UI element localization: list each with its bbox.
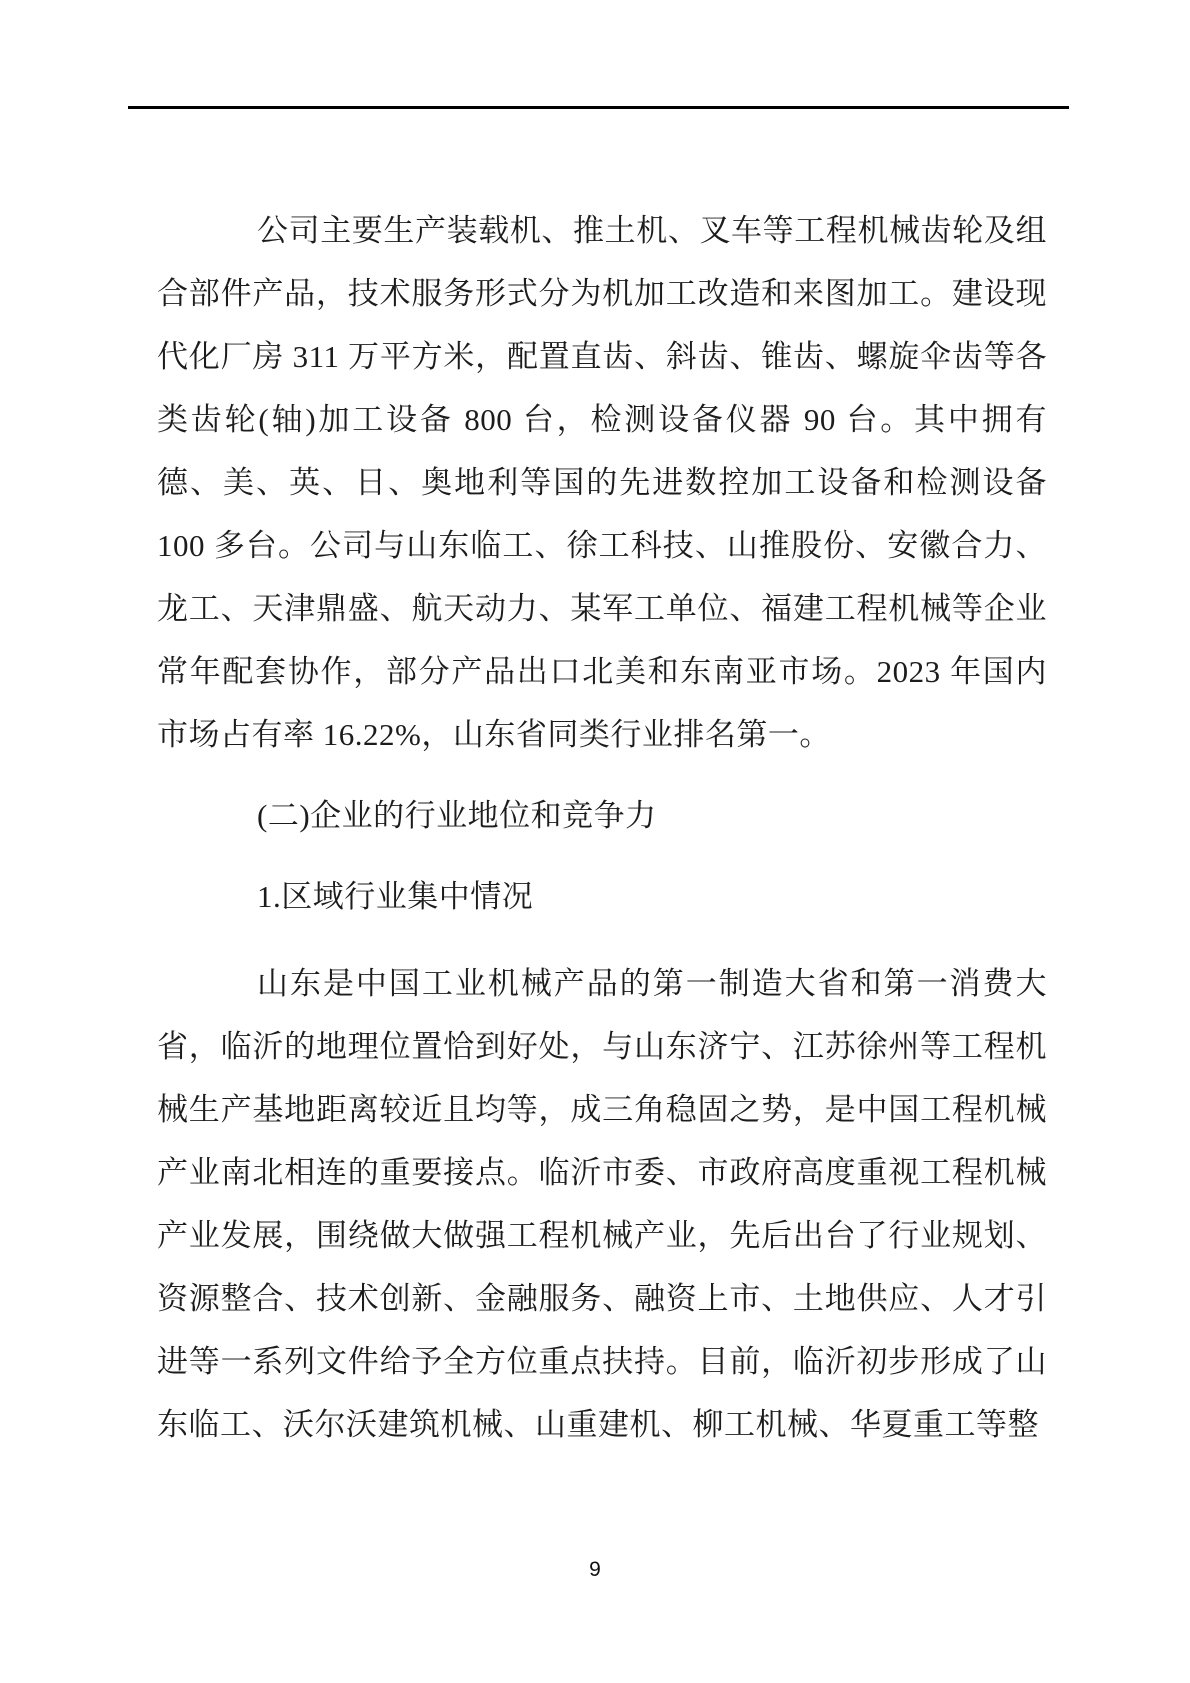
body-paragraph-shandong-industry: 山东是中国工业机械产品的第一制造大省和第一消费大省，临沂的地理位置恰到好处，与山东济宁、江苏徐州等工程机械生产基地距离较近且均等，成三角稳固之势，是中国工程机械产业南北相连的重要接点。临沂市委、市政府高度重视工程机械产业发展，围绕做大做强工程机械产业，先后出台了行业规划、资源整合、技术创新、金融服务、融资上市、土地供应、人才引进等一系列文件给予全方位重点扶持。目前，临沂初步形成了山东临工、沃尔沃建筑机械、山重建机、柳工机械、华夏重工等整 bbox=[157, 966, 1047, 1442]
header-rule bbox=[128, 106, 1069, 109]
body-paragraph-company-overview: 公司主要生产装载机、推土机、叉车等工程机械齿轮及组合部件产品，技术服务形式分为机加工改造和来图加工。建设现代化厂房 311 万平方米，配置直齿、斜齿、锥齿、螺旋伞齿等各类齿轮(轴)加工设备 800 台，检测设备仪器 90 台。其中拥有德、美、英、日、奥地利等国的先进数控加工设备和检测设备 100 多台。公司与山东临工、徐工科技、山推股份、安徽合力、龙工、天津鼎盛、航天动力、某军工单位、福建工程机械等企业常年配套协作，部分产品出口北美和东南亚市场。2023 年国内市场占有率 16.22%，山东省同类行业排名第一。 bbox=[157, 213, 1047, 752]
subsection-heading-regional-concentration: 1.区域行业集中情况 bbox=[257, 879, 534, 914]
page-number: 9 bbox=[589, 1558, 601, 1581]
document-body bbox=[157, 199, 1047, 1456]
section-heading-industry-position: (二)企业的行业地位和竞争力 bbox=[257, 798, 657, 833]
